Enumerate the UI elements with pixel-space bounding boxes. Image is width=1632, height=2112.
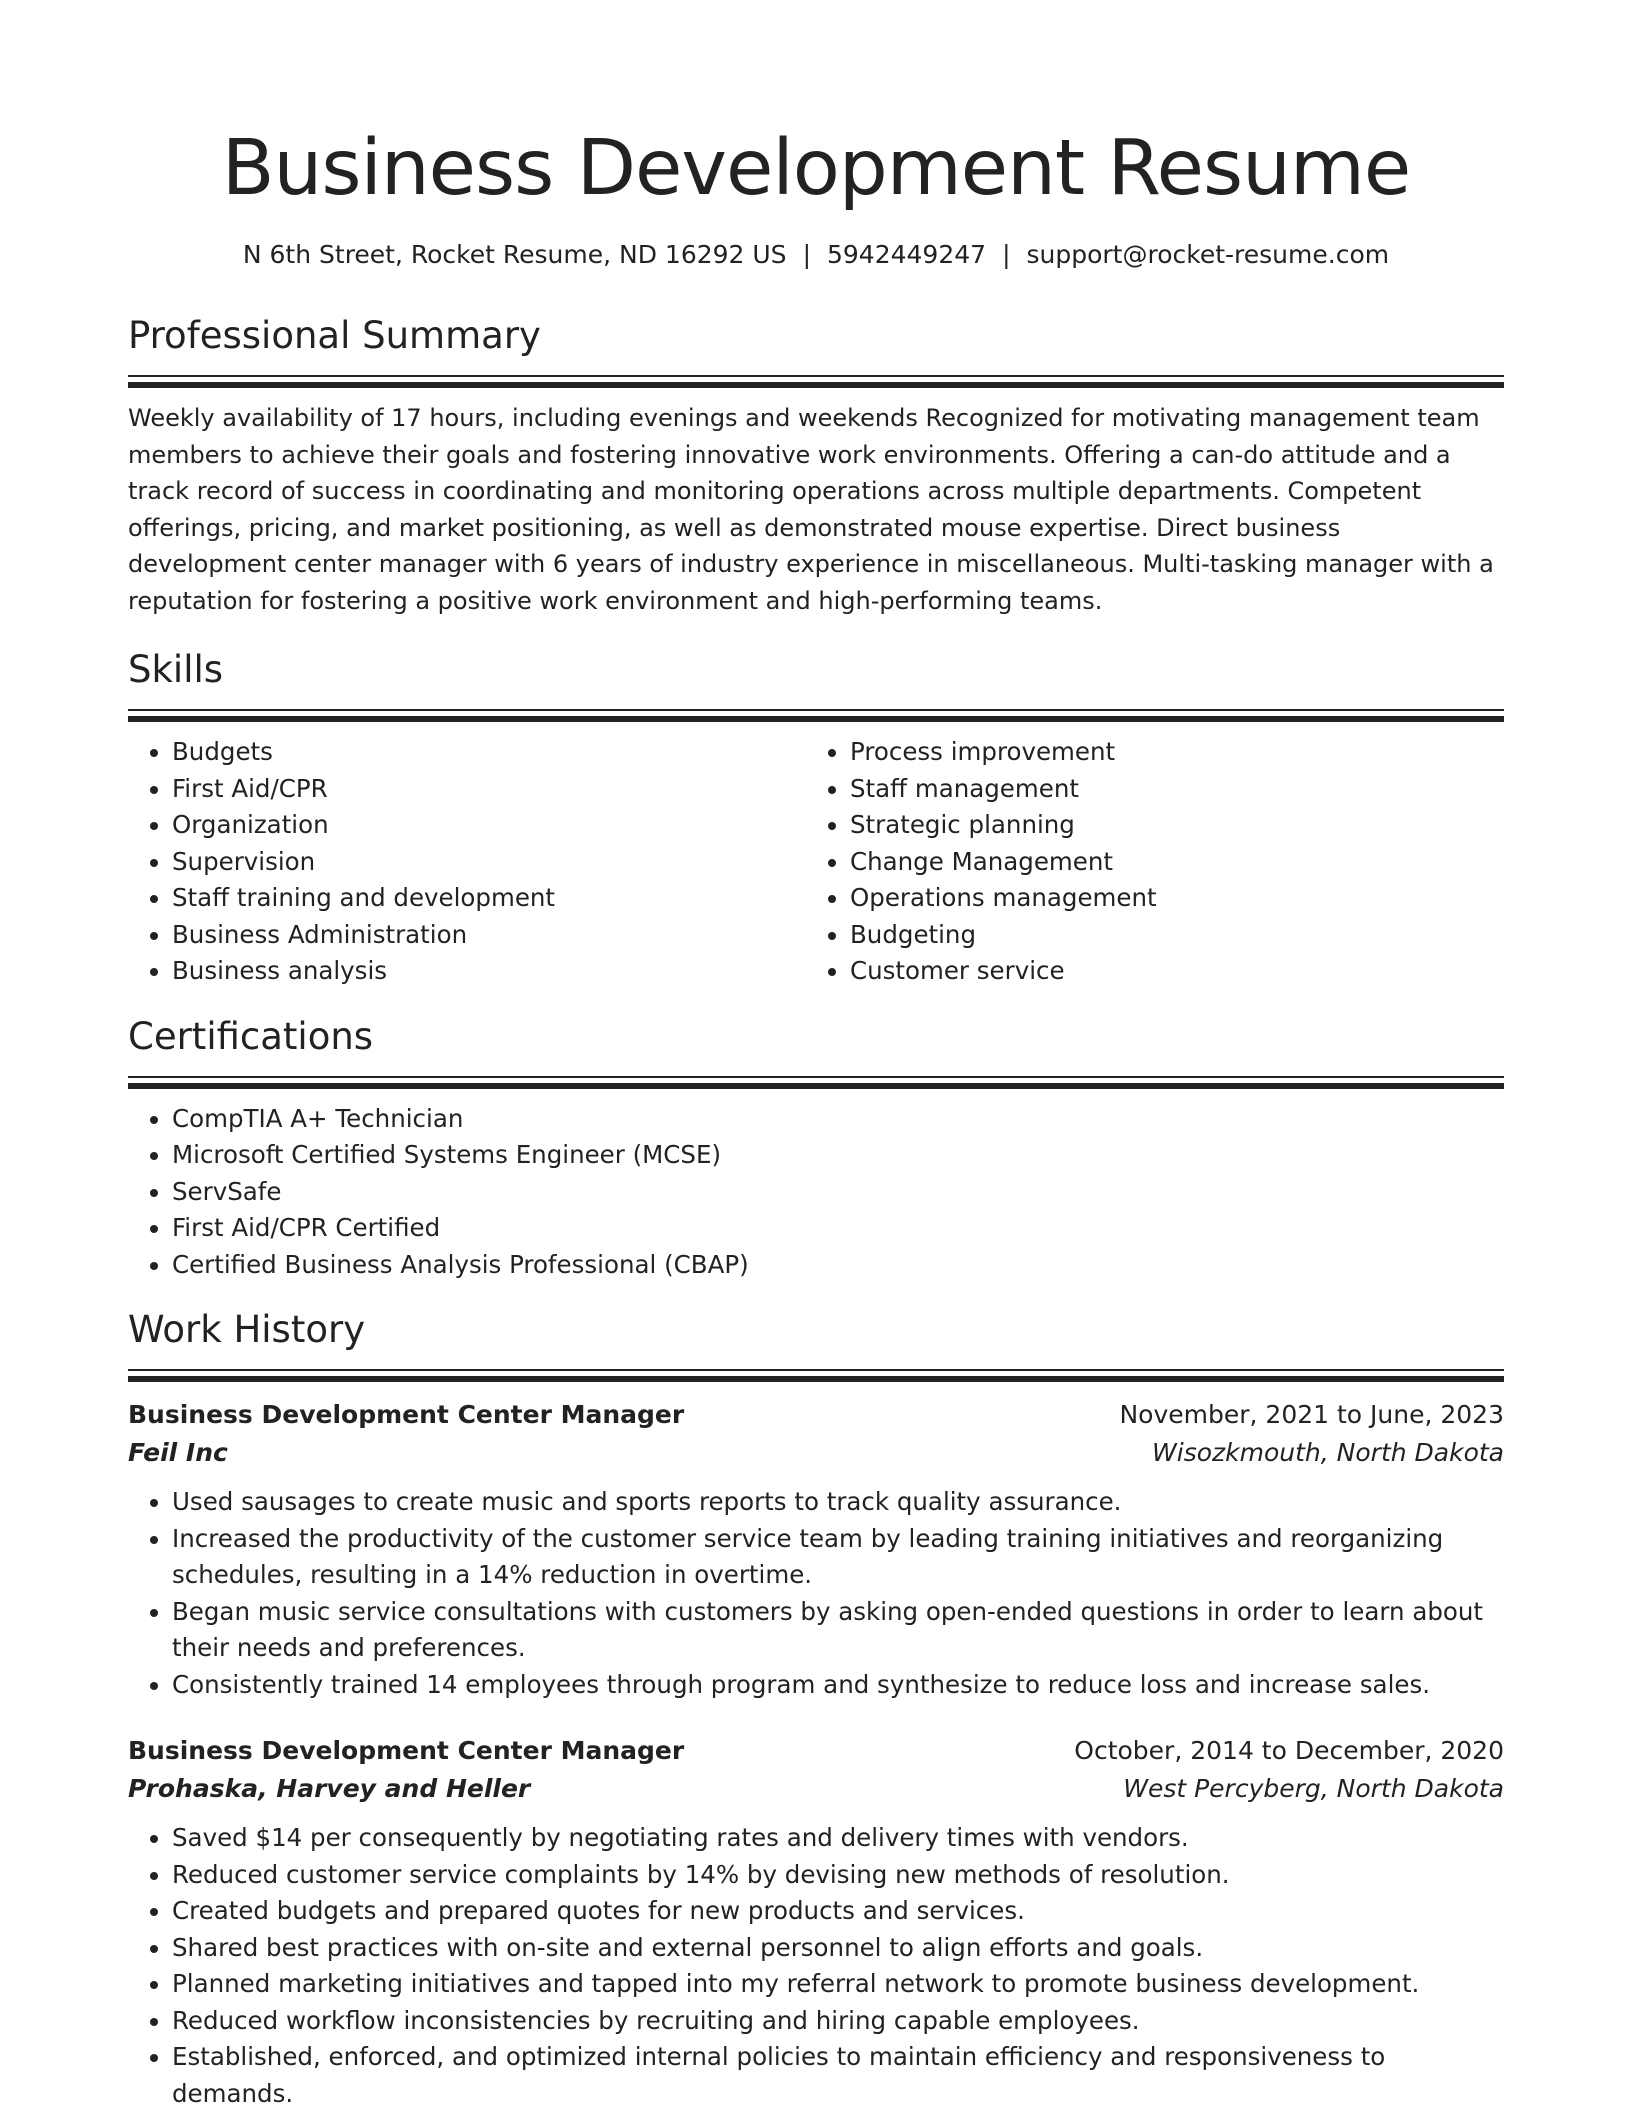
contact-line (128, 237, 1504, 273)
list-item: • Organization (172, 807, 806, 844)
list-item: • Change Management (850, 844, 1484, 881)
list-item: • Customer service (850, 953, 1484, 990)
list-item: • First Aid/CPR Certified (172, 1210, 1504, 1247)
list-item: • Consistently trained 14 employees through program and synthesize to reduce loss and increase sales. (172, 1667, 1504, 1704)
section-divider (128, 1076, 1504, 1089)
job-header (128, 1732, 1504, 1770)
list-item: • Used sausages to create music and sports reports to track quality assurance. (172, 1484, 1504, 1521)
list-item: • Planned marketing initiatives and tapped into my referral network to promote business development. (172, 1966, 1504, 2003)
contact-separator: | (802, 240, 811, 269)
list-item: • Certified Business Analysis Professional (CBAP) (172, 1247, 1504, 1284)
list-item: • Reduced customer service complaints by 14% by devising new methods of resolution. (172, 1857, 1504, 1894)
contact-email: support@rocket-resume.com (1026, 240, 1390, 269)
job-bullets (128, 1484, 1504, 1703)
list-item: • Strategic planning (850, 807, 1484, 844)
section-heading-work-history: Work History (128, 1308, 366, 1351)
resume-title: Business Development Resume (221, 124, 1411, 213)
list-item: • Shared best practices with on-site and external personnel to align efforts and goals. (172, 1930, 1504, 1967)
list-item: • CompTIA A+ Technician (172, 1101, 1504, 1138)
list-item: • Reduced workflow inconsistencies by recruiting and hiring capable employees. (172, 2003, 1504, 2040)
job-bullets (128, 1820, 1504, 2112)
list-item: • Budgets (172, 734, 806, 771)
contact-address: N 6th Street, Rocket Resume, ND 16292 US (242, 240, 787, 269)
certifications-list (128, 1101, 1504, 1284)
job-company: Prohaska, Harvey and Heller (128, 1774, 531, 1803)
list-item: • Staff training and development (172, 880, 806, 917)
list-item: • Budgeting (850, 917, 1484, 954)
skills-list-right (806, 734, 1484, 990)
section-heading-certifications: Certifications (128, 1014, 374, 1058)
job-entry (128, 1732, 1504, 2112)
job-entry (128, 1396, 1504, 1703)
job-subheader (128, 1434, 1504, 1472)
list-item: • Business Administration (172, 917, 806, 954)
list-item: • Established, enforced, and optimized internal policies to maintain efficiency and responsiveness to demands. (172, 2039, 1504, 2112)
section-divider (128, 1369, 1504, 1382)
list-item: • Microsoft Certified Systems Engineer (MCSE) (172, 1137, 1504, 1174)
list-item: • Increased the productivity of the customer service team by leading training initiatives and reorganizing schedules, resulting in a 14% reduction in overtime. (172, 1521, 1504, 1594)
job-dates: October, 2014 to December, 2020 (1074, 1736, 1504, 1765)
job-location: Wisozkmouth, North Dakota (1152, 1438, 1504, 1467)
list-item: • Began music service consultations with customers by asking open-ended questions in order to learn about their needs and preferences. (172, 1594, 1504, 1667)
list-item: • Operations management (850, 880, 1484, 917)
work-history-section (128, 1305, 1504, 2112)
certifications-section (128, 1012, 1504, 1284)
list-item: • ServSafe (172, 1174, 1504, 1211)
list-item: • Created budgets and prepared quotes for new products and services. (172, 1893, 1504, 1930)
list-item: • Supervision (172, 844, 806, 881)
list-item: • Process improvement (850, 734, 1484, 771)
list-item: • Business analysis (172, 953, 806, 990)
job-header (128, 1396, 1504, 1434)
summary-section (128, 311, 1504, 619)
job-location: West Percyberg, North Dakota (1123, 1774, 1504, 1803)
skills-columns (128, 722, 1504, 990)
job-subheader (128, 1770, 1504, 1808)
section-divider (128, 375, 1504, 388)
section-divider (128, 709, 1504, 722)
skills-list-left (128, 734, 806, 990)
list-item: • Saved $14 per consequently by negotiating rates and delivery times with vendors. (172, 1820, 1504, 1857)
list-item: • Staff management (850, 771, 1484, 808)
contact-separator: | (1002, 240, 1011, 269)
contact-phone: 5942449247 (827, 240, 987, 269)
section-heading-skills: Skills (128, 648, 224, 691)
job-dates: November, 2021 to June, 2023 (1119, 1400, 1504, 1429)
section-heading-summary: Professional Summary (128, 314, 541, 357)
list-item: • First Aid/CPR (172, 771, 806, 808)
skills-section (128, 645, 1504, 990)
summary-text: Weekly availability of 17 hours, including evenings and weekends Recognized for motivating management team members to achieve their goals and fostering innovative work environments. Offering a can-do attitude and a track record of success in coordinating and monitoring operations across multiple departments. Competent offerings, pricing, and market positioning, as well as demonstrated mouse expertise. Direct business development center manager with 6 years of industry experience in miscellaneous. Multi-tasking manager with a reputation for fostering a positive work environment and high-performing teams. (128, 404, 1494, 615)
job-title: Business Development Center Manager (128, 1736, 685, 1765)
job-company: Feil Inc (128, 1438, 228, 1467)
job-title: Business Development Center Manager (128, 1400, 685, 1429)
